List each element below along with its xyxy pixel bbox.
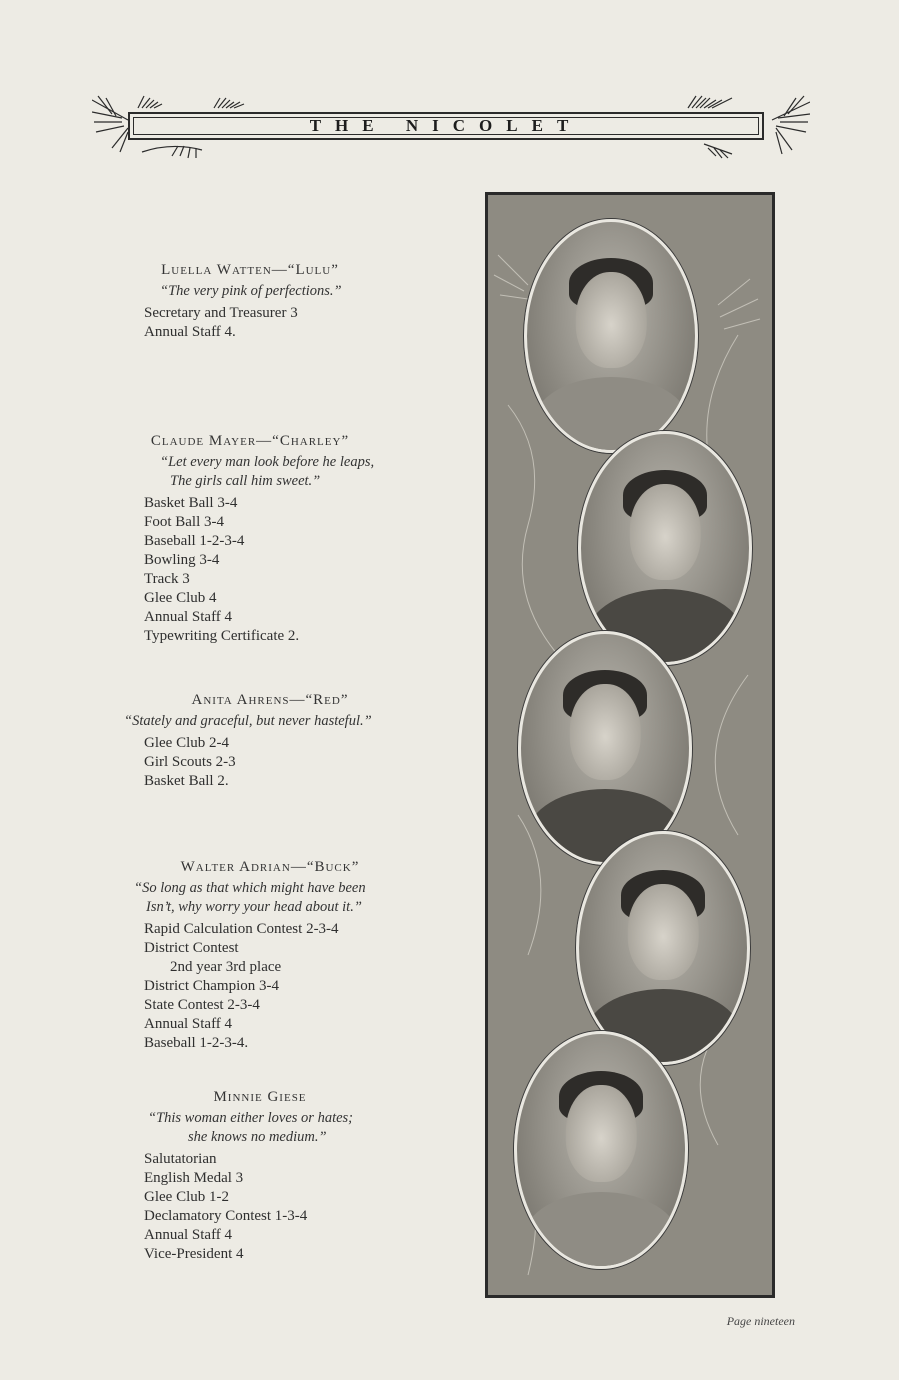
portrait-photo-5: [514, 1031, 688, 1269]
activity-item: Annual Staff 4.: [144, 324, 236, 340]
activity-item: Baseball 1-2-3-4: [144, 533, 245, 549]
student-quote: [120, 282, 440, 301]
shoulders: [524, 1192, 679, 1269]
page-header: [92, 92, 810, 162]
student-name: Walter Adrian—“Buck”: [180, 859, 360, 875]
face: [570, 684, 641, 780]
portrait-photo-3: [518, 631, 692, 865]
activity-item: Declamatory Contest 1-3-4: [144, 1208, 308, 1224]
activity-list: [120, 920, 440, 1053]
face: [630, 484, 701, 580]
quote-line: The girls call him sweet.”: [170, 473, 321, 489]
entry-minnie-giese: [120, 1089, 440, 1264]
portrait-photo-4: [576, 831, 750, 1065]
activity-item: Typewriting Certificate 2.: [144, 628, 300, 644]
quote-line: Isn’t, why worry your head about it.”: [146, 899, 362, 915]
activity-item: Annual Staff 4: [144, 1016, 233, 1032]
face: [628, 884, 699, 980]
activity-item: Baseball 1-2-3-4.: [144, 1035, 249, 1051]
quote-line: “Stately and graceful, but never hasteful.”: [124, 713, 372, 729]
activity-item: District Contest: [144, 940, 239, 956]
activity-item: Annual Staff 4: [144, 609, 233, 625]
activity-item: Glee Club 2-4: [144, 735, 229, 751]
portrait-panel: [485, 192, 775, 1298]
activity-list: [120, 734, 440, 791]
portrait-photo-2: [578, 431, 752, 665]
activity-item: Bowling 3-4: [144, 552, 220, 568]
activity-item: Vice-President 4: [144, 1246, 244, 1262]
activity-item: Glee Club 1-2: [144, 1189, 229, 1205]
header-title-box: [128, 112, 764, 140]
student-name: Anita Ahrens—“Red”: [191, 692, 349, 708]
activity-list: [120, 304, 440, 342]
page-number: Page nineteen: [726, 1314, 795, 1328]
entry-anita-ahrens: [120, 692, 440, 791]
header-title: THE NICOLET: [309, 116, 583, 135]
activity-item: 2nd year 3rd place: [170, 959, 282, 975]
activity-item: Basket Ball 2.: [144, 773, 229, 789]
face: [566, 1085, 637, 1182]
student-name: Claude Mayer—“Charley”: [150, 433, 350, 449]
portrait-photo-1: [524, 219, 698, 453]
activity-item: District Champion 3-4: [144, 978, 279, 994]
activity-item: Annual Staff 4: [144, 1227, 233, 1243]
activity-item: Rapid Calculation Contest 2-3-4: [144, 921, 339, 937]
activity-list: [120, 1150, 440, 1264]
activity-item: Track 3: [144, 571, 190, 587]
activity-item: Foot Ball 3-4: [144, 514, 225, 530]
student-quote: [120, 453, 440, 491]
quote-line: she knows no medium.”: [188, 1129, 327, 1145]
quote-line: “The very pink of perfections.”: [160, 283, 342, 299]
entry-walter-adrian: [120, 859, 440, 1053]
activity-list: [120, 494, 440, 646]
activity-item: Glee Club 4: [144, 590, 217, 606]
quote-line: “So long as that which might have been: [134, 880, 366, 896]
quote-line: “Let every man look before he leaps,: [160, 454, 375, 470]
student-quote: [120, 1109, 440, 1147]
entry-luella-watten: [120, 262, 440, 342]
entry-claude-mayer: [120, 433, 440, 646]
student-quote: [120, 879, 440, 917]
activity-item: Basket Ball 3-4: [144, 495, 238, 511]
activity-item: Girl Scouts 2-3: [144, 754, 236, 770]
activity-item: Salutatorian: [144, 1151, 217, 1167]
student-name: Luella Watten—“Lulu”: [161, 262, 339, 278]
activity-item: English Medal 3: [144, 1170, 244, 1186]
activity-item: State Contest 2-3-4: [144, 997, 260, 1013]
activity-item: Secretary and Treasurer 3: [144, 305, 298, 321]
quote-line: “This woman either loves or hates;: [148, 1110, 354, 1126]
face: [576, 272, 647, 368]
student-quote: [120, 712, 440, 731]
student-name: Minnie Giese: [213, 1089, 307, 1105]
